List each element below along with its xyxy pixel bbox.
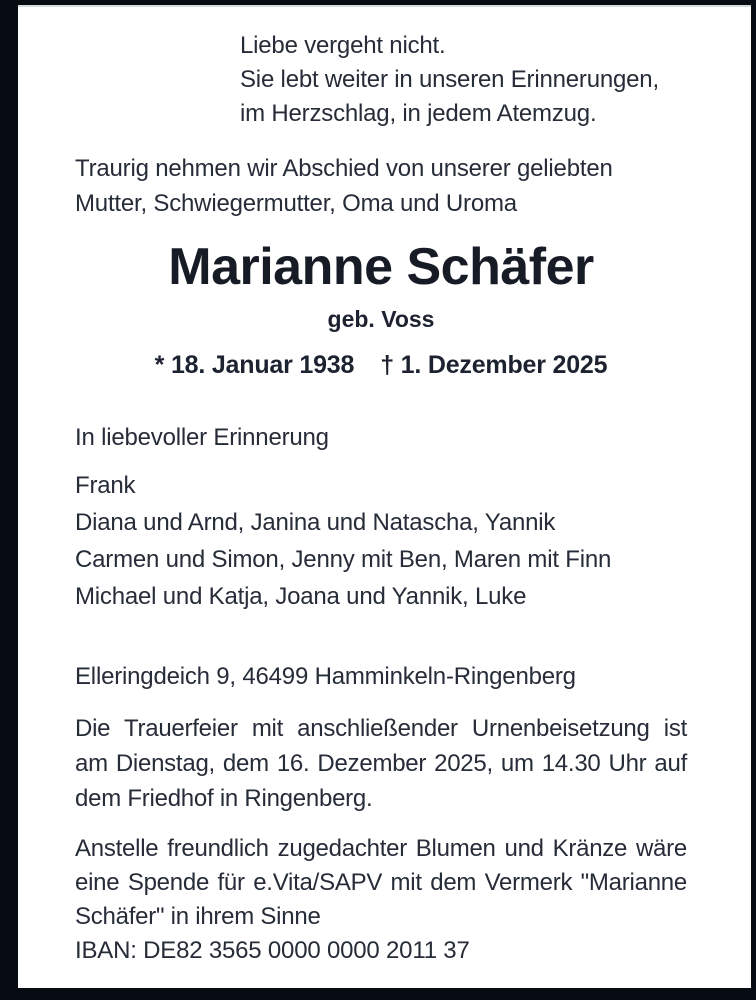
remembrance-heading: In liebevoller Erinnerung bbox=[75, 424, 329, 451]
maiden-name: geb. Voss bbox=[327, 306, 435, 332]
mourner-line-2: Diana und Arnd, Janina und Natascha, Yannik bbox=[75, 509, 556, 536]
life-dates bbox=[75, 349, 687, 381]
mourner-line-4: Michael und Katja, Joana und Yannik, Luke bbox=[75, 583, 527, 610]
quote-line-2: Sie lebt weiter in unseren Erinnerungen, bbox=[240, 66, 659, 93]
iban-line: IBAN: DE82 3565 0000 0000 2011 37 bbox=[75, 937, 470, 964]
mourner-line-3: Carmen und Simon, Jenny mit Ben, Maren mit Finn bbox=[75, 546, 612, 573]
quote-block bbox=[240, 29, 687, 131]
mourner-line-1: Frank bbox=[75, 472, 136, 499]
mourners-block bbox=[75, 467, 687, 615]
birth-date: * 18. Januar 1938 bbox=[154, 351, 355, 379]
quote-line-3: im Herzschlag, in jedem Atemzug. bbox=[240, 100, 597, 127]
funeral-info: Die Trauerfeier mit anschließender Urnenbeisetzung ist am Dienstag, dem 16. Dezember 2025, um 14.30 Uhr auf dem Friedhof in Ringenberg. bbox=[75, 715, 687, 812]
address-line: Elleringdeich 9, 46499 Hamminkeln-Ringenberg bbox=[75, 663, 576, 690]
obituary-card bbox=[18, 5, 751, 988]
donation-info: Anstelle freundlich zugedachter Blumen und Kränze wäre eine Spende für e.Vita/SAPV mit dem Vermerk "Marianne Schäfer" in ihrem Sinne bbox=[75, 835, 687, 930]
quote-line-1: Liebe vergeht nicht. bbox=[240, 32, 446, 59]
intro-text: Traurig nehmen wir Abschied von unserer geliebten Mutter, Schwiegermutter, Oma und Uroma bbox=[75, 155, 613, 217]
deceased-name: Marianne Schäfer bbox=[168, 238, 594, 296]
death-date: † 1. Dezember 2025 bbox=[380, 351, 608, 379]
